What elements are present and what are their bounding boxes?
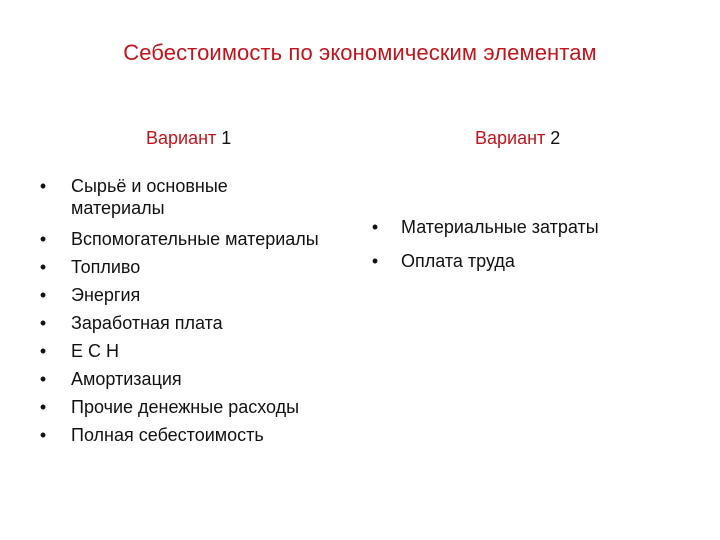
- list-item: [33, 337, 363, 365]
- list-item: [33, 365, 363, 393]
- variant-2-number: 2: [550, 128, 561, 148]
- variant-2-word: Вариант: [475, 128, 546, 148]
- list-item: [33, 225, 363, 253]
- bullet-icon: •: [39, 425, 47, 445]
- list-item-text: Заработная плата: [71, 313, 223, 333]
- variant-2-list: [365, 210, 695, 278]
- list-item: [33, 281, 363, 309]
- bullet-icon: •: [371, 251, 379, 271]
- list-item: [365, 210, 695, 244]
- variant-1-list: [33, 175, 363, 449]
- list-item: [33, 421, 363, 449]
- list-item-text: Материальные затраты: [401, 217, 599, 237]
- slide-title: Себестоимость по экономическим элементам: [123, 40, 597, 65]
- variant-1-word: Вариант: [146, 128, 217, 148]
- list-item-text: Е С Н: [71, 341, 120, 361]
- list-item-text: Амортизация: [71, 369, 182, 389]
- bullet-icon: •: [39, 257, 47, 277]
- list-item-text: Вспомогательные материалы: [71, 229, 319, 249]
- list-item-text: Энергия: [71, 285, 141, 305]
- list-item: [33, 175, 363, 225]
- list-item: [33, 253, 363, 281]
- list-item: [33, 309, 363, 337]
- bullet-icon: •: [39, 285, 47, 305]
- variant-1-heading: [146, 128, 231, 149]
- bullet-icon: •: [39, 229, 47, 249]
- list-item-text: Сырьё и основные материалы: [71, 176, 228, 218]
- bullet-icon: •: [39, 176, 47, 196]
- variant-1-number: 1: [221, 128, 232, 148]
- bullet-icon: •: [39, 397, 47, 417]
- list-item-text: Оплата труда: [401, 251, 515, 271]
- bullet-icon: •: [39, 313, 47, 333]
- bullet-icon: •: [371, 217, 379, 237]
- bullet-icon: •: [39, 369, 47, 389]
- variant-2-heading: [475, 128, 560, 149]
- list-item-text: Топливо: [71, 257, 141, 277]
- list-item: [33, 393, 363, 421]
- list-item-text: Полная себестоимость: [71, 425, 264, 445]
- bullet-icon: •: [39, 341, 47, 361]
- list-item: [365, 244, 695, 278]
- list-item-text: Прочие денежные расходы: [71, 397, 300, 417]
